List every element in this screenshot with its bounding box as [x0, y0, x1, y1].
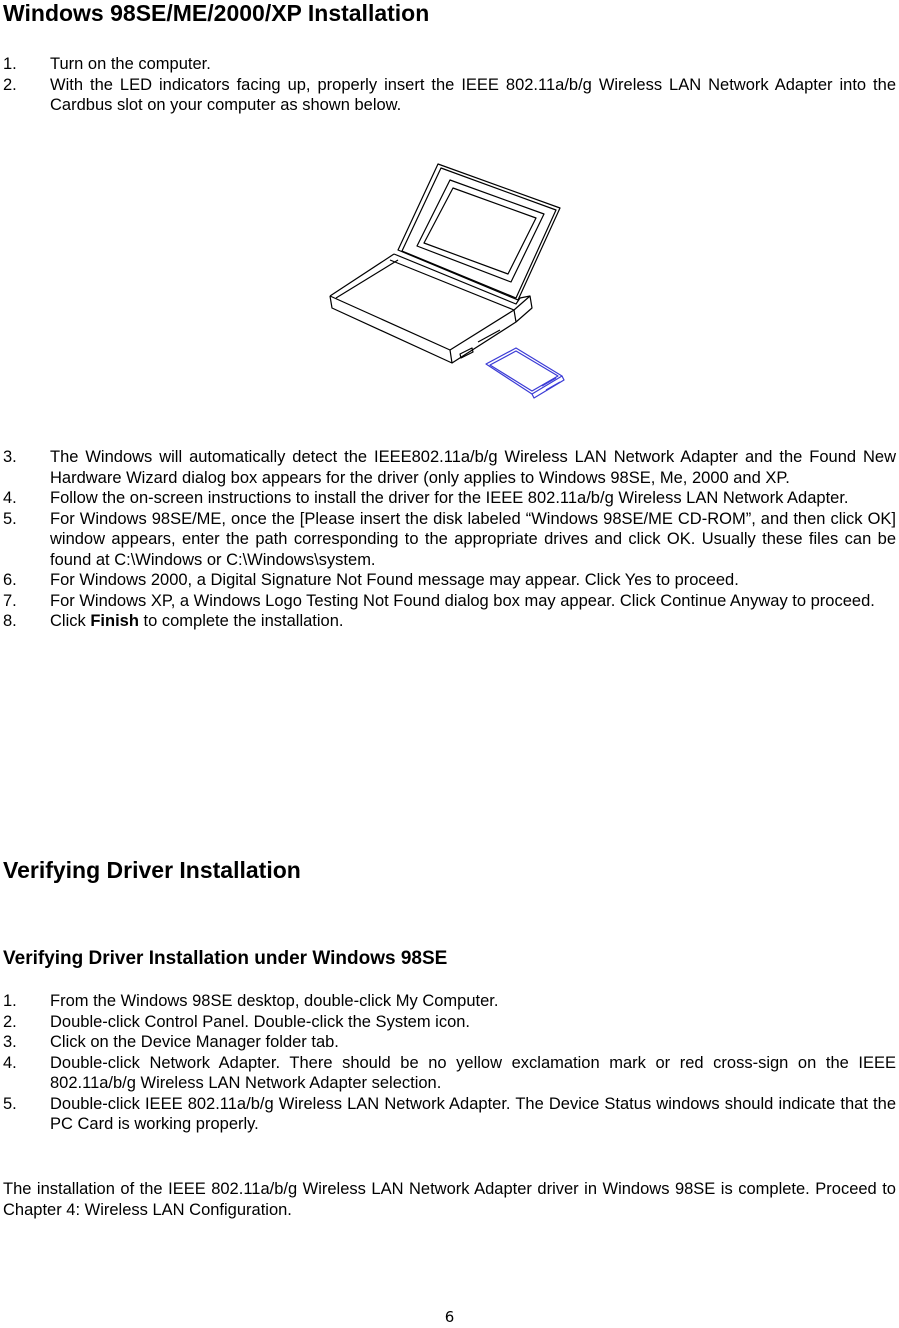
list-item: [3, 1094, 896, 1135]
list-item: [3, 447, 896, 488]
list-item: [3, 570, 896, 591]
list-item: [3, 488, 896, 509]
list-item: [3, 1032, 896, 1053]
step-text: Double-click IEEE 802.11a/b/g Wireless LAN Network Adapter. The Device Status windows should indicate that the PC Card is working properly.: [50, 1094, 896, 1133]
list-item: [3, 75, 896, 116]
step-text-prefix: Click: [50, 612, 91, 630]
list-item: [3, 611, 896, 632]
list-item: [3, 1012, 896, 1033]
closing-paragraph: The installation of the IEEE 802.11a/b/g Wireless LAN Network Adapter driver in Windows 98SE is complete. Proceed to Chapter 4: Wireless LAN Configuration.: [3, 1180, 896, 1219]
step-text: [50, 611, 896, 632]
list-item: [3, 509, 896, 571]
list-item: [3, 591, 896, 612]
step-text-suffix: to complete the installation.: [138, 612, 344, 630]
step-number: 1.: [3, 55, 17, 73]
step-text: For Windows 98SE/ME, once the [Please insert the disk labeled “Windows 98SE/ME CD-ROM”, and then click OK] window appears, enter the path corresponding to the appropriate drives and click OK. Usually these files can be found at C:\Windows or C:\Windows\system.: [50, 509, 896, 569]
list-item: [3, 991, 896, 1012]
step-number: 1.: [3, 992, 17, 1010]
step-number: 7.: [3, 591, 17, 610]
step-number: 3.: [3, 448, 17, 466]
step-text: The Windows will automatically detect the IEEE802.11a/b/g Wireless LAN Network Adapter and the Found New Hardware Wizard dialog box appears for the driver (only applies to Windows 98SE, Me, 2000 and XP.: [50, 448, 896, 487]
step-number: 4.: [3, 1053, 17, 1072]
step-text: Click on the Device Manager folder tab.: [50, 1033, 339, 1051]
page-title: Windows 98SE/ME/2000/XP Installation: [3, 0, 430, 26]
step-number: 8.: [3, 612, 17, 630]
step-number: 5.: [3, 509, 17, 528]
step-text: With the LED indicators facing up, properly insert the IEEE 802.11a/b/g Wireless LAN Network Adapter into the Cardbus slot on your computer as shown below.: [50, 75, 896, 114]
step-text: Double-click Network Adapter. There should be no yellow exclamation mark or red cross-sign on the IEEE 802.11a/b/g Wireless LAN Network Adapter selection.: [50, 1053, 896, 1092]
step-text: Follow the on-screen instructions to install the driver for the IEEE 802.11a/b/g Wireless LAN Network Adapter.: [50, 489, 849, 507]
section-title: Verifying Driver Installation: [3, 857, 301, 883]
list-item: [3, 1053, 896, 1094]
step-number: 4.: [3, 489, 17, 507]
verify-steps-list: [3, 991, 896, 1135]
step-number: 3.: [3, 1033, 17, 1051]
laptop-card-illustration: [320, 158, 570, 408]
step-text: From the Windows 98SE desktop, double-click My Computer.: [50, 992, 499, 1010]
laptop-card-drawing: [320, 158, 570, 408]
step-number: 2.: [3, 1012, 17, 1031]
install-steps-list-b: [3, 447, 896, 632]
subsection-title: Verifying Driver Installation under Windows 98SE: [3, 948, 448, 969]
step-text: For Windows 2000, a Digital Signature Not Found message may appear. Click Yes to proceed.: [50, 571, 739, 589]
step-text: For Windows XP, a Windows Logo Testing Not Found dialog box may appear. Click Continue Anyway to proceed.: [50, 591, 875, 610]
install-steps-list-a: [3, 54, 896, 116]
step-number: 2.: [3, 75, 17, 94]
step-number: 6.: [3, 571, 17, 589]
finish-keyword: Finish: [90, 612, 139, 630]
step-text: Double-click Control Panel. Double-click the System icon.: [50, 1012, 471, 1031]
list-item: [3, 54, 896, 75]
step-number: 5.: [3, 1094, 17, 1113]
step-text: Turn on the computer.: [50, 55, 211, 73]
page-number: 6: [444, 1308, 455, 1326]
